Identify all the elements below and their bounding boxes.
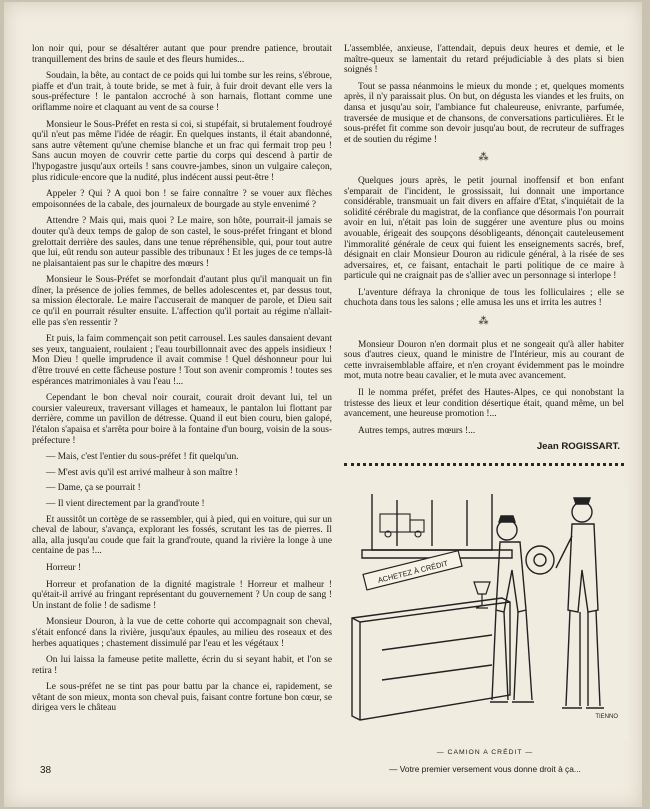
dialog-line: — Dame, ça se pourrait ! <box>46 483 141 494</box>
paragraph: Et puis, la faim commençait son petit carrousel. Les saules dansaient devant ses yeux, tanguaient, roulaient ; l'eau tourbillonnait avec des appels insidieux ! Mon Dieu ! quelle imprudence il avait commise ! Quel déshonneur pour lui d'être trouvé en cette fâcheuse posture ! Tout son avenir compromis ! toutes ses espérances matrimoniales à vau l'eau !... <box>32 334 332 387</box>
paragraph: Monsieur le Sous-Préfet se morfondait d'autant plus qu'il manquait un fin dîner, la présence de jolies femmes, de belles adolescentes et, par dessus tout, sa mission électorale. Le maire l'accuserait de manquer de parole, et Dieu sait ce qu'il en pourrait résulter ensuite. L'affection qu'il portait au régime n'allait-elle pas s'en ressentir ? <box>32 275 332 328</box>
paragraph: Tout se passa néanmoins le mieux du monde ; et, quelques moments après, il n'y paraissait plus. On but, on dégusta les viandes et les fruits, on dansa et jusqu'au soir, l'ambiance fut chaleureuse, enivrante, parfumée, traversée de musique et de chansons, de conversations particulières. Et le sous-préfet fit comme son devoir jusqu'au bout, de recruteur de suffrages et de soutien du régime ! <box>344 81 624 145</box>
paragraph: Soudain, la bête, au contact de ce poids qui lui tombe sur les reins, s'ébroue, piaffe et d'un trait, à toute bride, se met à fuir, à fuir droit devant elle vers la sous-préfecture ! le pantalon accroché à son harnais, flottant comme une oriflamme noire et claquant au vent de sa course ! <box>32 71 332 113</box>
paragraph: On lui laissa la fameuse petite mallette, écrin du si seyant habit, et l'on se retira ! <box>32 655 332 676</box>
paragraph: Autres temps, autres mœurs !... <box>358 425 476 436</box>
left-column <box>32 44 332 720</box>
section-separator: ⁂ <box>478 316 490 328</box>
artist-signature: TIENNO <box>595 714 618 720</box>
paragraph: Quelques jours après, le petit journal inoffensif et bon enfant s'emparait de l'incident, le grossissait, lui donnait une importance considérable, transmuait un fait divers en affaire d'Etat, s'inquiétait de la solidité cérébrale du magistrat, de la confiance que désormais l'on pourrait avoir en lui, n'était pas loin de suggérer une aventure plus ou moins avouable, érigeait des soupçons désobligeants, dénonçait cauteleusement l'immoralité générale de ceux qui fuient les enseignements sacrés, bref, désignait en clair Monsieur Douron au ridicule général, à la risée de ses adversaires, et, ce faisant, entachait le parti politique de ce maire à particule qui ne craignait pas de s'allier avec un personnage si interlope ! <box>344 175 624 282</box>
paragraph: Horreur ! <box>46 562 82 573</box>
section-separator: ⁂ <box>478 152 490 164</box>
paragraph: Il le nomma préfet, préfet des Hautes-Alpes, ce qui nonobstant la tristesse des lieux et leur condition désertique était, quand même, un bel avancement, une heureuse promotion !... <box>344 388 624 420</box>
divider <box>344 463 624 469</box>
page-number: 38 <box>40 765 52 776</box>
paragraph: Appeler ? Qui ? A quoi bon ! se faire connaître ? se vouer aux flèches empoisonnées de la cabale, des journaleux de bourgade au style envenimé ? <box>32 189 332 210</box>
paragraph: lon noir qui, pour se désaltérer autant que pour prendre patience, broutait tranquillement des brins de saule et des fleurs humides... <box>32 44 332 65</box>
dialog-line: — M'est avis qu'il est arrivé malheur à son maître ! <box>46 467 238 478</box>
paragraph: Monsieur Douron n'en dormait plus et ne songeait qu'à aller habiter sous d'autres cieux, quand le ministre de l'Intérieur, mis au courant de cette invraisemblable affaire, et n'en croyant évidemment pas le moindre mot, muta notre beau cavalier, et le muta avec avancement. <box>344 339 624 382</box>
sign-text: ACHETEZ À CRÉDIT <box>376 558 449 585</box>
author-signature: Jean ROGISSART. <box>536 441 620 453</box>
cartoon-illustration <box>342 490 628 740</box>
cartoon-caption: — Votre premier versement vous donne droit à ça... <box>389 764 581 774</box>
paragraph: L'aventure défraya la chronique de tous les folliculaires ; elle se chuchota dans tous les salons ; elle amusa les uns et irrita les autres ! <box>344 287 624 309</box>
paragraph: Monsieur le Sous-Préfet en resta si coi, si stupéfait, si brutalement foudroyé qu'il n'eut pas même l'idée de réagir. En quelques instants, il était abandonné, sans autre vêtement qu'une chemise blanche et un frac qui fermait trop peu ! Sans aucun moyen de couvrir cette partie du corps qui descend à partir de l'hypogastre jusqu'aux orteils ! sans couvre-jambes, sinon un vulgaire caleçon, plus ridicule·encore que la nudité, plus indécent aussi peut-être ! <box>32 119 332 183</box>
paragraph: Et aussitôt un cortège de se rassembler, qui à pied, qui en voiture, qui sur un cheval de labour, s'avança, explorant les fossés, scrutant les tas de pierres. Il alla, alla jusqu'au coude que fait la grand'route, quand la rivière la longe à une centaine de pas !... <box>32 514 332 557</box>
paragraph: L'assemblée, anxieuse, l'attendait, depuis deux heures et demie, et le maître-queux se lamentait du retard préjudiciable à des plats si bien soignés ! <box>344 44 624 76</box>
dialog-line: — Il vient directement par la grand'route ! <box>46 498 205 509</box>
paragraph: Le sous-préfet ne se tint pas pour battu par la chance ei, rapidement, se vêtant de son mieux, monta son cheval puis, faisant contre fortune bon cœur, se dirigea vers le château <box>32 682 332 714</box>
paragraph: Cependant le bon cheval noir courait, courait droit devant lui, tel un coursier valeureux, traversant villages et hameaux, le pantalon lui flottant par derrière, comme un pavillon de détresse. Quand il eut bien couru, bien galopé, l'étalon s'apaisa et s'arrêta pour boire à la fontaine d'un bourg, voisin de la sous-préfecture ! <box>32 393 332 446</box>
dialog-line: — Mais, c'est l'entier du sous-préfet ! fit quelqu'un. <box>46 452 239 463</box>
paragraph: Attendre ? Mais qui, mais quoi ? Le maire, son hôte, pourrait-il jamais se douter qu'à deux temps de galop de son castel, le sous-préfet fringant et blond grelottait derrière des saules, dans une tenue répréhensible, qui, pour tout autre que lui, eût rendu son auteur passible des tribunaux ! Et les juges de ce temps-là ne plaisantaient pas sur le chapitre des mœurs ! <box>32 216 332 269</box>
right-column <box>344 44 624 469</box>
paragraph: Monsieur Douron, à la vue de cette cohorte qui accompagnait son cheval, s'était enfoncé dans la rivière, jusqu'aux épaules, au milieu des roseaux et des herbes aquatiques ; chastement dissimulé par l'eau et les végétaux ! <box>32 617 332 649</box>
cartoon-title: — CAMION A CRÉDIT — <box>436 749 534 756</box>
paragraph: Horreur et profanation de la dignité magistrale ! Horreur et malheur ! qu'était-il arrivé au fringant représentant du gouvernement ? Un coup de sang ! Un instant de folie ! de sadisme ! <box>32 579 332 611</box>
magazine-page <box>4 2 642 807</box>
